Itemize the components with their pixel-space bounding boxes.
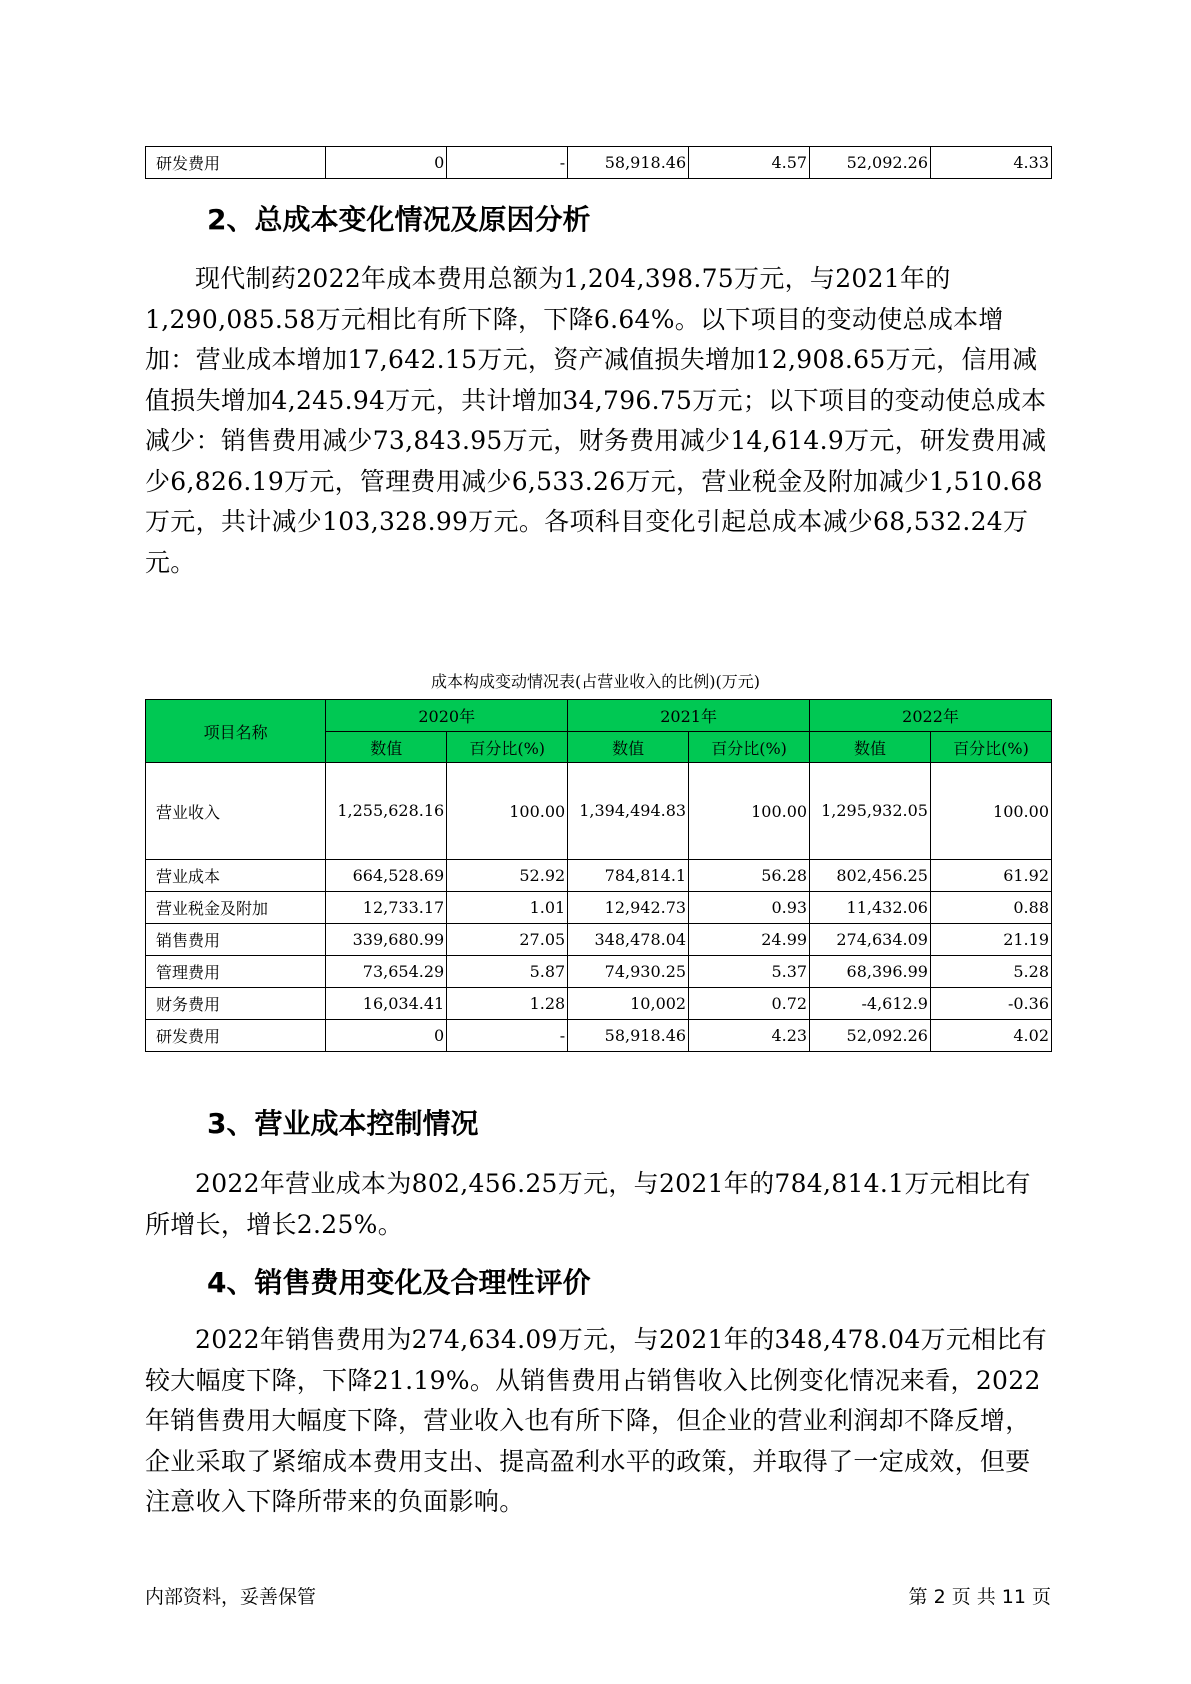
cell: 100.00: [930, 763, 1051, 860]
cell: 24.99: [689, 924, 810, 956]
cell-value: 1,295,932.05: [821, 801, 928, 820]
cell: 0.93: [689, 892, 810, 924]
cell: 56.28: [689, 860, 810, 892]
row-label: 营业成本: [146, 860, 326, 892]
column-header-year: 2022年: [810, 700, 1052, 732]
cell: [326, 763, 447, 860]
row-label: 营业税金及附加: [146, 892, 326, 924]
cell: 68,396.99: [810, 956, 931, 988]
column-header-year: 2021年: [568, 700, 810, 732]
cell: 100.00: [689, 763, 810, 860]
section-heading: 4、销售费用变化及合理性评价: [207, 1266, 591, 1299]
cell: 10,002: [568, 988, 689, 1020]
column-header-value: 数值: [326, 732, 447, 763]
column-header-value: 数值: [568, 732, 689, 763]
cell: 0.72: [689, 988, 810, 1020]
cell: 4.23: [689, 1020, 810, 1052]
table-header-row: [146, 700, 1052, 732]
cell: 1.28: [447, 988, 568, 1020]
cell: 0: [326, 147, 447, 179]
cell: 1.01: [447, 892, 568, 924]
table-caption: 成本构成变动情况表(占营业收入的比例)(万元): [431, 672, 760, 691]
cell: 348,478.04: [568, 924, 689, 956]
cell: 74,930.25: [568, 956, 689, 988]
cell: 58,918.46: [568, 147, 689, 179]
table-row: [146, 1020, 1052, 1052]
cell: -: [447, 1020, 568, 1052]
cell: -: [447, 147, 568, 179]
cell: 0.88: [930, 892, 1051, 924]
cell: 5.37: [689, 956, 810, 988]
cell: 12,733.17: [326, 892, 447, 924]
cell: 5.87: [447, 956, 568, 988]
row-label: 研发费用: [146, 1020, 326, 1052]
cell: 664,528.69: [326, 860, 447, 892]
table-row: [146, 988, 1052, 1020]
cell: 802,456.25: [810, 860, 931, 892]
footer-confidential-note: 内部资料，妥善保管: [145, 1586, 317, 1608]
cell: 100.00: [447, 763, 568, 860]
cell-value: 1,394,494.83: [579, 801, 687, 820]
section-paragraph: 2022年营业成本为802,456.25万元，与2021年的784,814.1万元相比有所增长，增长2.25%。: [145, 1169, 1031, 1239]
table-row: [146, 892, 1052, 924]
cell: [568, 763, 689, 860]
cell: [810, 763, 931, 860]
column-header-percent: 百分比(%): [447, 732, 568, 763]
section-paragraph: 2022年销售费用为274,634.09万元，与2021年的348,478.04万元相比有较大幅度下降，下降21.19%。从销售费用占销售收入比例变化情况来看，2022年销售费用大幅度下降，营业收入也有所下降，但企业的营业利润却不降反增，企业采取了紧缩成本费用支出、提高盈利水平的政策，并取得了一定成效，但要注意收入下降所带来的负面影响。: [145, 1325, 1048, 1516]
row-label: 管理费用: [146, 956, 326, 988]
cell: 0: [326, 1020, 447, 1052]
section-heading: 2、总成本变化情况及原因分析: [207, 203, 591, 236]
cell: 61.92: [930, 860, 1051, 892]
column-header-year: 2020年: [326, 700, 568, 732]
table-row: [146, 147, 1052, 179]
cell: 52,092.26: [810, 147, 931, 179]
cell: 73,654.29: [326, 956, 447, 988]
table-row: [146, 763, 1052, 860]
cell: 12,942.73: [568, 892, 689, 924]
column-header-percent: 百分比(%): [689, 732, 810, 763]
cell: 339,680.99: [326, 924, 447, 956]
section-paragraph: 现代制药2022年成本费用总额为1,204,398.75万元，与2021年的1,290,085.58万元相比有所下降，下降6.64%。以下项目的变动使总成本增加：营业成本增加17,642.15万元，资产减值损失增加12,908.65万元，信用减值损失增加4,245.94万元，共计增加34,796.75万元；以下项目的变动使总成本减少：销售费用减少73,843.95万元，财务费用减少14,614.9万元，研发费用减少6,826.19万元，管理费用减少6,533.26万元，营业税金及附加减少1,510.68万元，共计减少103,328.99万元。各项科目变化引起总成本减少68,532.24万元。: [145, 264, 1047, 577]
cell: 11,432.06: [810, 892, 931, 924]
cell: 4.02: [930, 1020, 1051, 1052]
cost-structure-table: [145, 699, 1052, 1052]
table-row: [146, 924, 1052, 956]
cell: 21.19: [930, 924, 1051, 956]
cell: 4.57: [689, 147, 810, 179]
column-header-item: 项目名称: [146, 700, 326, 763]
row-label: 营业收入: [146, 763, 326, 860]
row-label: 销售费用: [146, 924, 326, 956]
cell: 4.33: [931, 147, 1052, 179]
cell-value: 1,255,628.16: [337, 801, 445, 820]
table-row: [146, 956, 1052, 988]
cell: -4,612.9: [810, 988, 931, 1020]
column-header-percent: 百分比(%): [930, 732, 1051, 763]
column-header-value: 数值: [810, 732, 931, 763]
continued-table: [145, 146, 1052, 179]
cell: 5.28: [930, 956, 1051, 988]
section-heading: 3、营业成本控制情况: [207, 1107, 479, 1140]
cell: 784,814.1: [568, 860, 689, 892]
row-label: 财务费用: [146, 988, 326, 1020]
cell: 58,918.46: [568, 1020, 689, 1052]
cell: 52,092.26: [810, 1020, 931, 1052]
table-row: [146, 860, 1052, 892]
footer-page-number: 第 2 页 共 11 页: [908, 1586, 1051, 1608]
cell: 27.05: [447, 924, 568, 956]
cell: 52.92: [447, 860, 568, 892]
cell: -0.36: [930, 988, 1051, 1020]
cell: 16,034.41: [326, 988, 447, 1020]
row-label: 研发费用: [146, 147, 326, 179]
cell: 274,634.09: [810, 924, 931, 956]
